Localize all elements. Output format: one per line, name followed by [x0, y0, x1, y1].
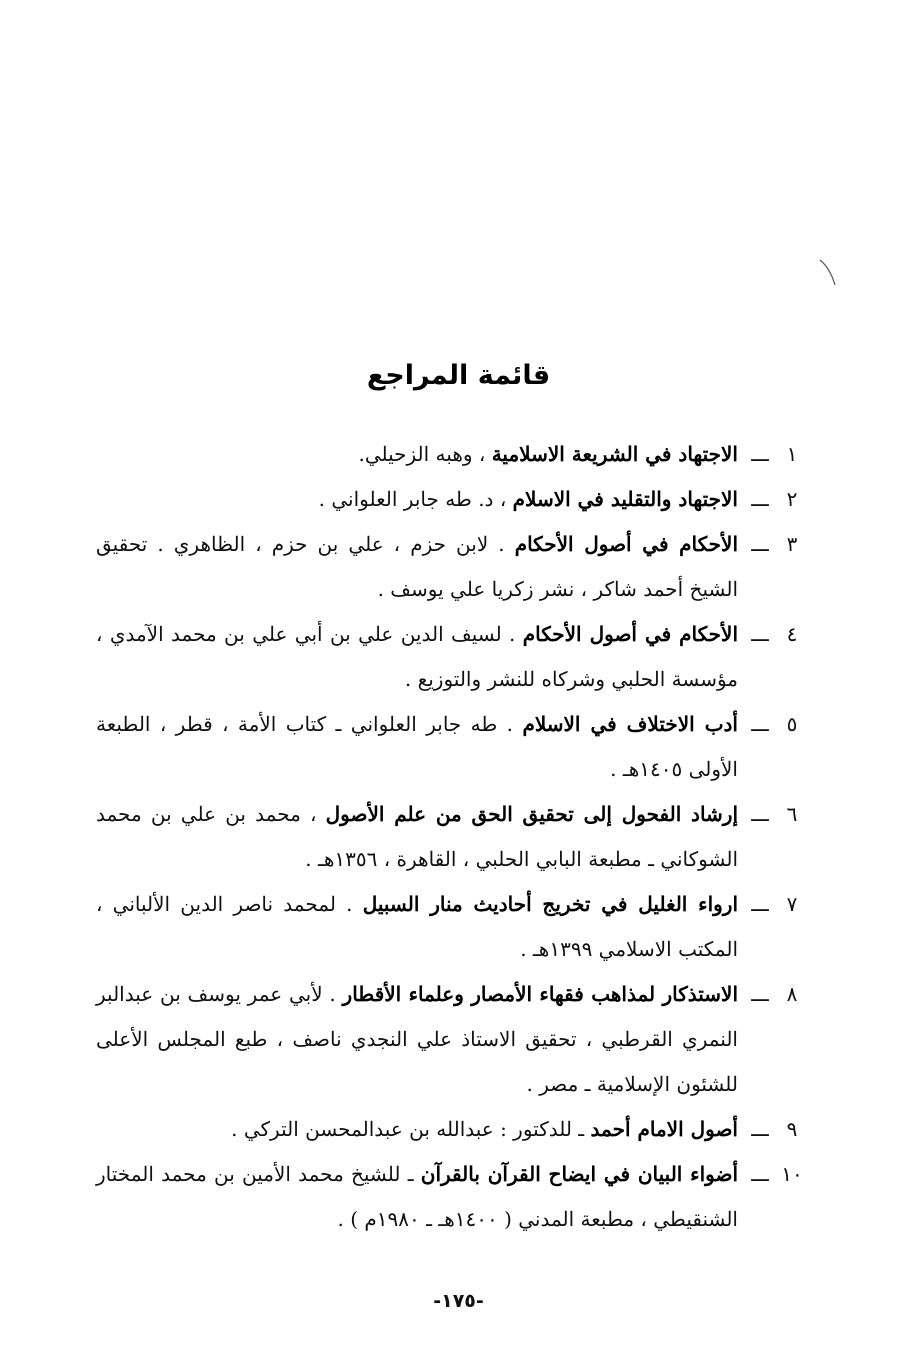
- page-number: -١٧٥-: [433, 1290, 484, 1312]
- reference-dash: ـــ: [751, 487, 769, 511]
- reference-details: . طه جابر العلواني ـ كتاب الأمة ، قطر ، الطبعة الأولى ١٤٠٥هـ .: [96, 712, 738, 781]
- reference-number: ٨: [786, 982, 798, 1006]
- reference-dash: ـــ: [751, 712, 769, 736]
- reference-dash: ـــ: [751, 1162, 769, 1186]
- reference-title: أدب الاختلاف في الاسلام: [522, 712, 738, 736]
- reference-details: ـ للشيخ محمد الأمين بن محمد المختار الشنقيطي ، مطبعة المدني ( ١٤٠٠هـ ـ ١٩٨٠م ) .: [96, 1162, 738, 1231]
- reference-dash: ـــ: [751, 622, 769, 646]
- list-item: [96, 702, 804, 792]
- reference-details: . لأبي عمر يوسف بن عبدالبر النمري القرطبي ، تحقيق الاستاذ علي النجدي ناصف ، طبع المجلس الأعلى للشئون الإسلامية ـ مصر .: [96, 982, 738, 1096]
- reference-details: . لسيف الدين علي بن أبي علي بن محمد الآمدي ، مؤسسة الحلبي وشركاه للنشر والتوزيع .: [96, 622, 738, 691]
- reference-title: الاجتهاد في الشريعة الاسلامية: [491, 442, 738, 466]
- reference-dash: ـــ: [751, 532, 769, 556]
- scan-mark-decoration: [818, 258, 838, 288]
- reference-number: ١: [786, 442, 798, 466]
- reference-number: ٧: [786, 892, 798, 916]
- reference-title: الاجتهاد والتقليد في الاسلام: [512, 487, 738, 511]
- reference-dash: ـــ: [751, 802, 769, 826]
- reference-number: ١٠: [781, 1162, 803, 1186]
- reference-dash: ـــ: [751, 442, 769, 466]
- reference-title: إرشاد الفحول إلى تحقيق الحق من علم الأصول: [325, 802, 739, 826]
- list-item: [96, 477, 804, 522]
- reference-number: ٢: [786, 487, 798, 511]
- reference-details: ـ للدكتور : عبدالله بن عبدالمحسن التركي .: [231, 1117, 591, 1141]
- reference-number: ٦: [786, 802, 798, 826]
- reference-title: الأحكام في أصول الأحكام: [522, 622, 738, 646]
- list-item: [96, 432, 804, 477]
- list-item: [96, 792, 804, 882]
- reference-title: الأحكام في أصول الأحكام: [514, 532, 739, 556]
- reference-number: ٤: [786, 622, 798, 646]
- reference-number: ٩: [786, 1117, 798, 1141]
- list-item: [96, 972, 804, 1107]
- reference-details: . لابن حزم ، علي بن حزم ، الظاهري . تحقيق الشيخ أحمد شاكر ، نشر زكريا علي يوسف .: [96, 532, 738, 601]
- list-item: [96, 1152, 804, 1242]
- reference-number: ٣: [786, 532, 798, 556]
- reference-title: الاستذكار لمذاهب فقهاء الأمصار وعلماء الأقطار: [342, 982, 739, 1006]
- list-item: [96, 1107, 804, 1152]
- reference-dash: ـــ: [751, 982, 769, 1006]
- page-title: قائمة المراجع: [366, 360, 551, 392]
- list-item: [96, 882, 804, 972]
- reference-title: ارواء الغليل في تخريج أحاديث منار السبيل: [362, 892, 739, 916]
- reference-details: ، د. طه جابر العلواني .: [318, 487, 513, 511]
- reference-details: ، محمد بن علي بن محمد الشوكاني ـ مطبعة البابي الحلبي ، القاهرة ، ١٣٥٦هـ .: [96, 802, 738, 871]
- reference-dash: ـــ: [751, 892, 769, 916]
- reference-number: ٥: [786, 712, 798, 736]
- reference-title: أضواء البيان في ايضاح القرآن بالقرآن: [420, 1162, 738, 1186]
- reference-title: أصول الامام أحمد: [590, 1117, 738, 1141]
- list-item: [96, 522, 804, 612]
- reference-dash: ـــ: [751, 1117, 769, 1141]
- reference-details: . لمحمد ناصر الدين الألباني ، المكتب الاسلامي ١٣٩٩هـ .: [96, 892, 738, 961]
- list-item: [96, 612, 804, 702]
- reference-list: [96, 432, 804, 1242]
- reference-details: ، وهبه الزحيلي.: [358, 442, 492, 466]
